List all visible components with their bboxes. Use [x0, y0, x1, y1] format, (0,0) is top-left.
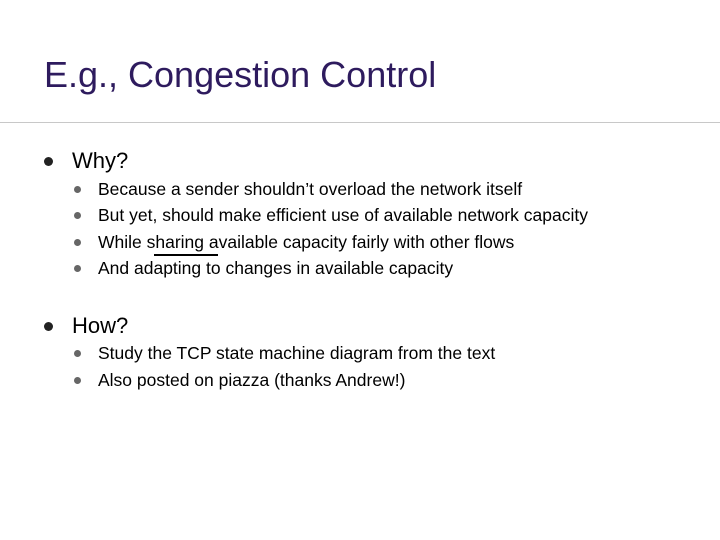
bullet-dot-icon — [44, 157, 53, 166]
sub-bullet-text: Study the TCP state machine diagram from the text — [98, 343, 496, 363]
title-divider — [0, 122, 720, 123]
sub-bullet-text: While sharing available capacity fairly with other flows — [98, 232, 515, 252]
bullet-dot-icon — [74, 265, 81, 272]
sub-bullet-text: Also posted on piazza (thanks Andrew!) — [98, 370, 406, 390]
slide-title: E.g., Congestion Control — [44, 54, 437, 95]
bullet-dot-icon — [74, 239, 81, 246]
bullet-dot-icon — [74, 377, 81, 384]
bullet-dot-icon — [74, 350, 81, 357]
bullet-heading: How? — [72, 313, 129, 338]
bullet-dot-icon — [74, 186, 81, 193]
bullet-dot-icon — [74, 212, 81, 219]
sub-bullet-text: And adapting to changes in available capacity — [98, 258, 454, 278]
bullet-heading: Why? — [72, 148, 129, 173]
sub-bullet-text: Because a sender shouldn’t overload the network itself — [98, 179, 523, 199]
text-underline — [154, 254, 218, 256]
sub-bullet-text: But yet, should make efficient use of available network capacity — [98, 205, 588, 225]
bullet-dot-icon — [44, 322, 53, 331]
